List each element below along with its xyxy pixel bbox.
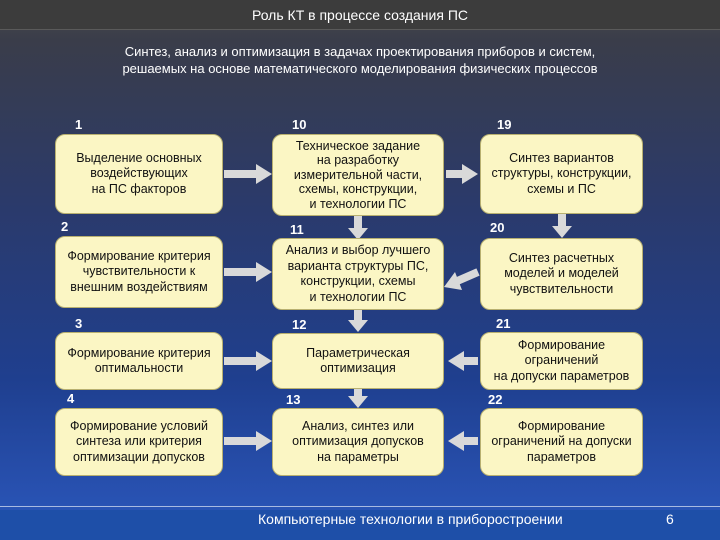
arrow-1-to-10	[224, 164, 272, 184]
step-number-10: 10	[292, 117, 307, 132]
page-number: 6	[666, 511, 674, 527]
step-box-13: Анализ, синтез или оптимизация допусков на параметры	[272, 408, 444, 476]
slide-title: Роль КТ в процессе создания ПС	[251, 7, 468, 23]
step-box-3: Формирование критерия оптимальности	[55, 332, 223, 390]
arrow-19-to-20	[552, 214, 572, 238]
step-box-21: Формирование ограничений на допуски параметров	[480, 332, 643, 390]
step-box-19: Синтез вариантов структуры, конструкции, схемы и ПС	[480, 134, 643, 214]
step-box-12: Параметрическая оптимизация	[272, 333, 444, 389]
step-number-20: 20	[490, 220, 505, 235]
step-number-4: 4	[67, 391, 75, 406]
footer-divider	[0, 506, 720, 507]
step-number-13: 13	[286, 392, 301, 407]
arrow-21-to-12	[448, 351, 478, 371]
arrow-10-to-19	[446, 164, 478, 184]
step-box-20: Синтез расчетных моделей и моделей чувствительности	[480, 238, 643, 310]
step-number-11: 11	[290, 222, 304, 237]
step-number-2: 2	[61, 219, 69, 234]
step-box-4: Формирование условий синтеза или критерия оптимизации допусков	[55, 408, 223, 476]
slide-subtitle: Синтез, анализ и оптимизация в задачах проектирования приборов и систем, решаемых на основе математического моделирования физических процессов	[122, 44, 598, 76]
step-number-21: 21	[496, 316, 511, 331]
step-number-22: 22	[488, 392, 503, 407]
arrow-10-to-11	[348, 216, 368, 240]
step-number-12: 12	[292, 317, 307, 332]
arrow-11-to-12	[348, 310, 368, 332]
arrow-12-to-13	[348, 389, 368, 408]
step-box-11: Анализ и выбор лучшего варианта структуры ПС, конструкции, схемы и технологии ПС	[272, 238, 444, 310]
arrow-4-to-13	[224, 431, 272, 451]
step-number-3: 3	[75, 316, 83, 331]
step-number-1: 1	[75, 117, 83, 132]
footer-text: Компьютерные технологии в приборостроении	[258, 511, 563, 527]
step-box-10: Техническое задание на разработку измерительной части, схемы, конструкции, и технологии ПС	[272, 134, 444, 216]
arrow-22-to-13	[448, 431, 478, 451]
arrow-20-to-11	[444, 272, 478, 290]
step-number-19: 19	[497, 117, 512, 132]
arrow-3-to-12	[224, 351, 272, 371]
step-box-1: Выделение основных воздействующих на ПС факторов	[55, 134, 223, 214]
arrow-2-to-11	[224, 262, 272, 282]
step-box-22: Формирование ограничений на допуски параметров	[480, 408, 643, 476]
step-box-2: Формирование критерия чувствительности к внешним воздействиям	[55, 236, 223, 308]
